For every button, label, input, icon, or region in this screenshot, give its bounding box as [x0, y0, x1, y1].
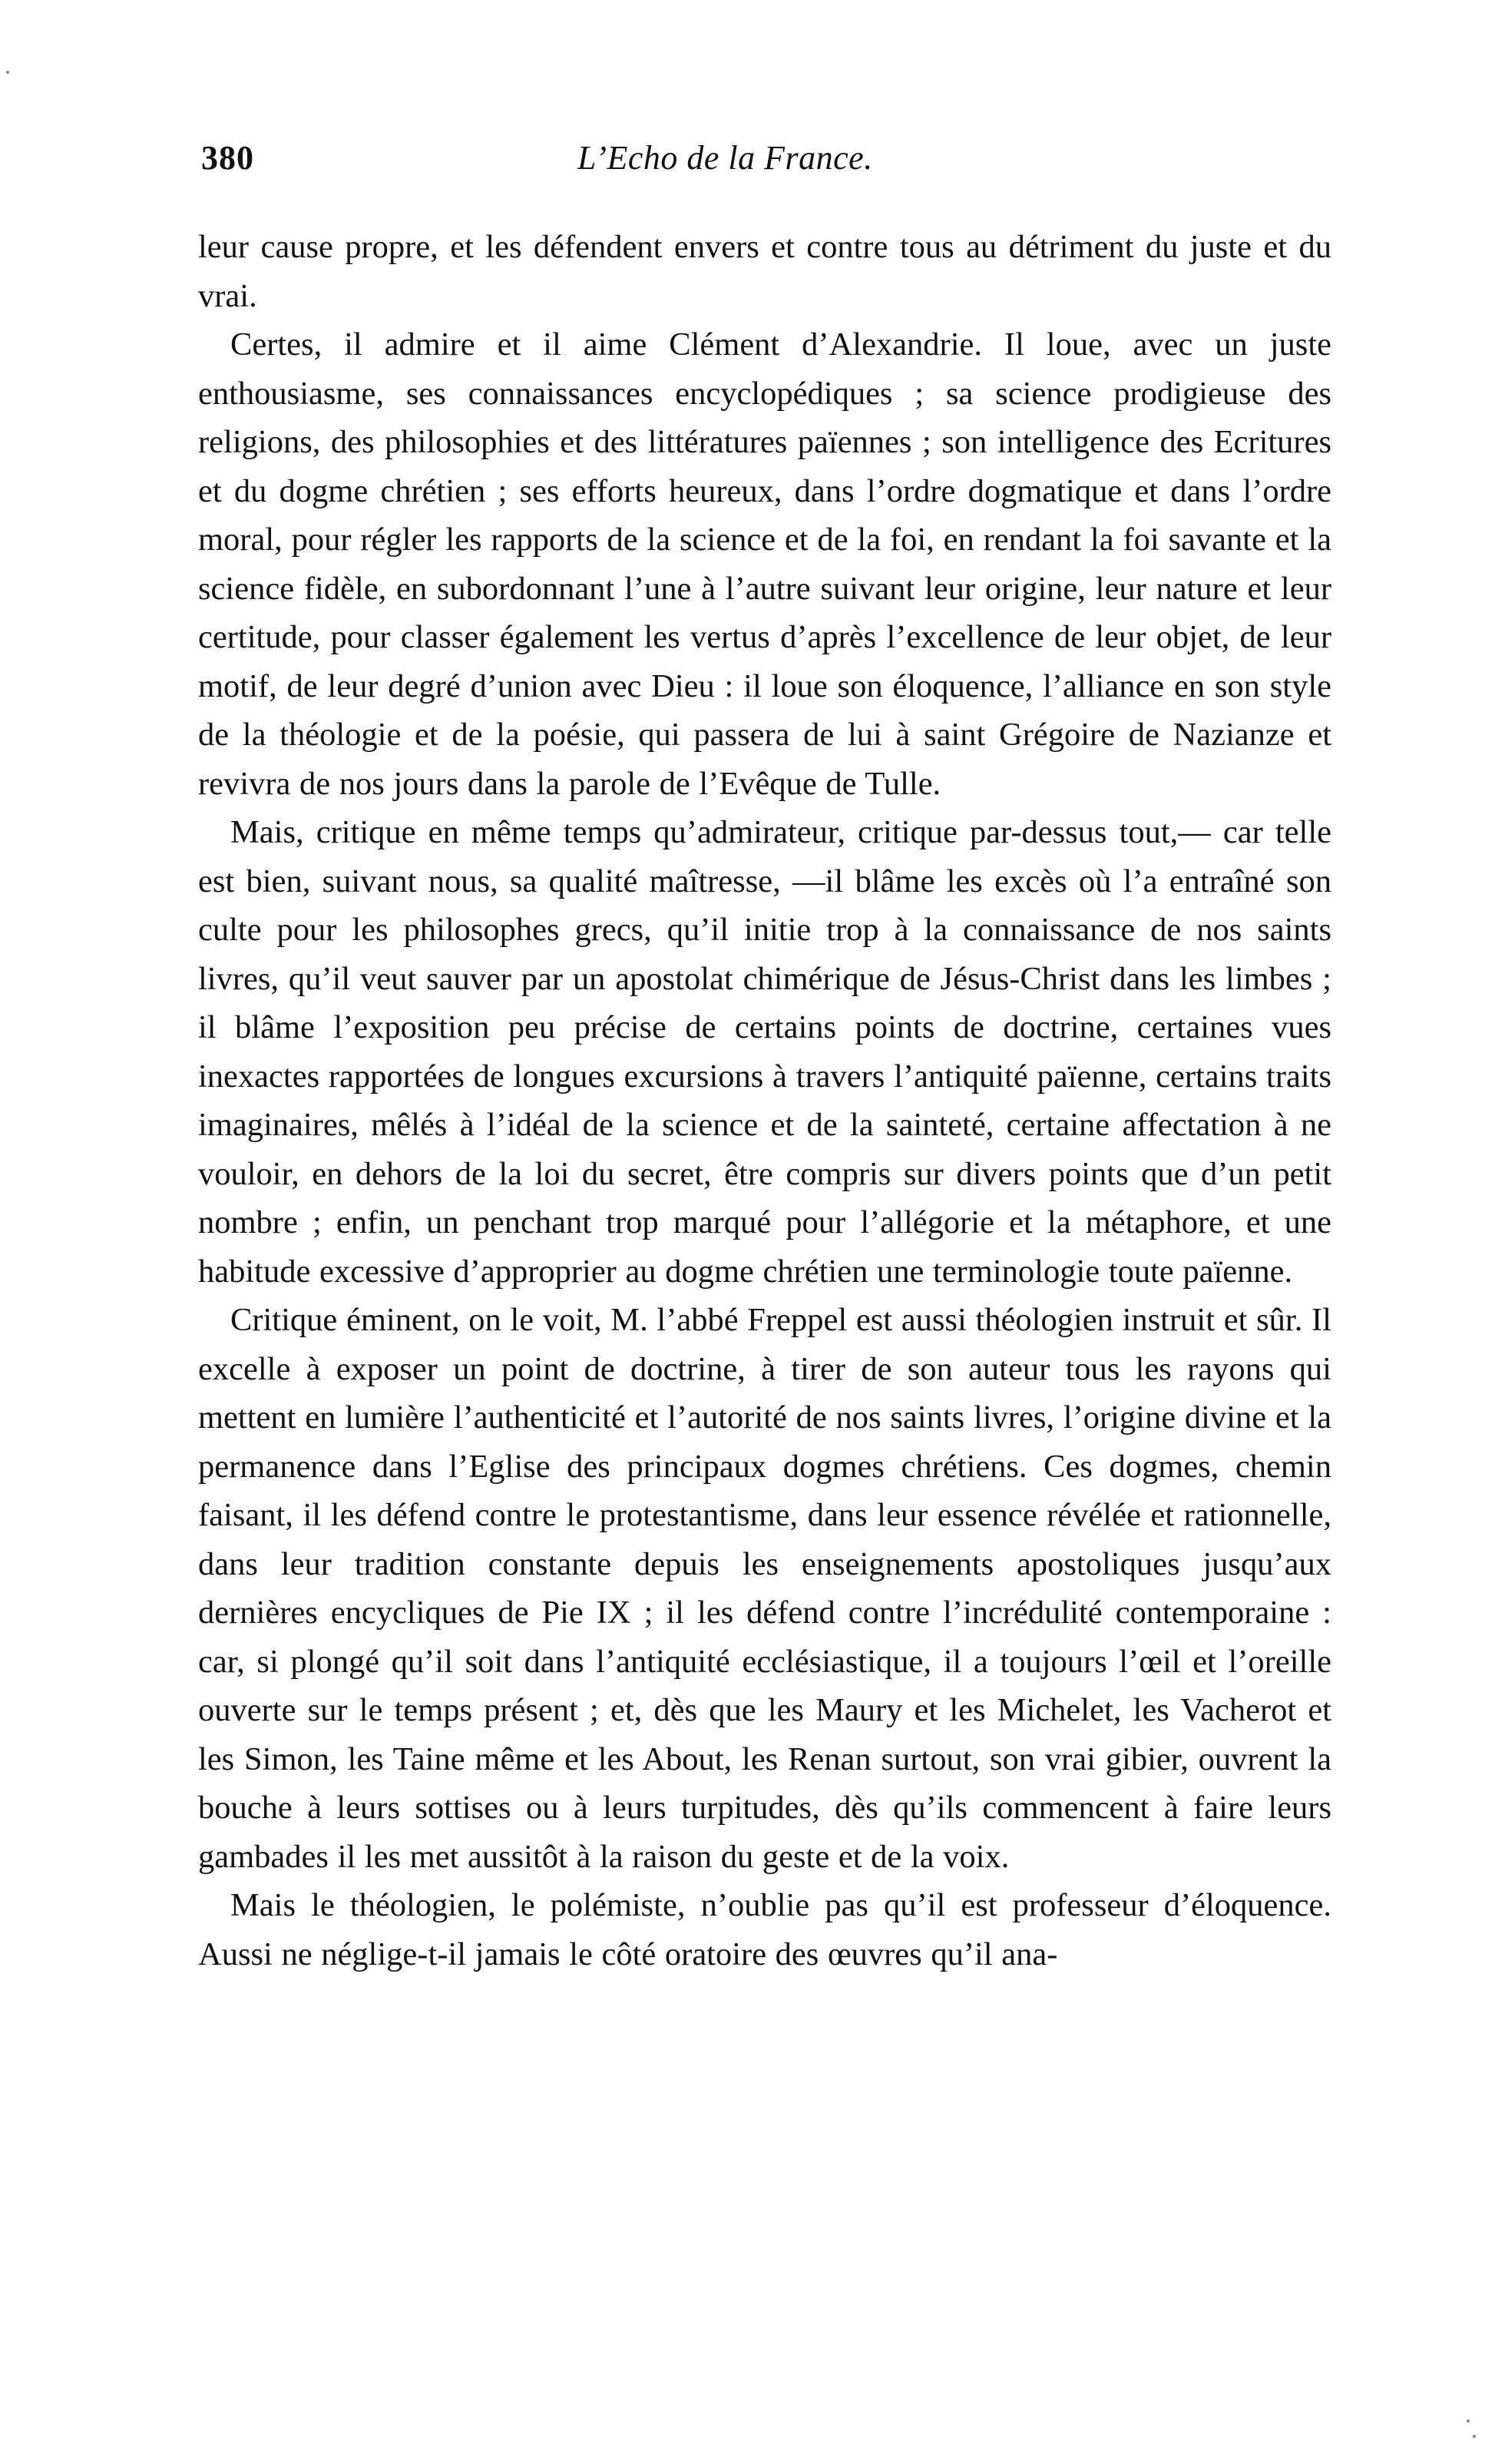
- paragraph-clement-admiration: Certes, il admire et il aime Clément d’Alexandrie. Il loue, avec un juste enthousiasme, ses connaissances encyclopédiques ; sa science prodigieuse des religions, des philosophies et des littératures païennes ; son intelligence des Ecritures et du dogme chrétien ; ses efforts heureux, dans l’ordre dogmatique et dans l’ordre moral, pour régler les rapports de la science et de la foi, en rendant la foi savante et la science fidèle, en subordonnant l’une à l’autre suivant leur origine, leur nature et leur certitude, pour classer également les vertus d’après l’excellence de leur objet, de leur motif, de leur degré d’union avec Dieu : il loue son éloquence, l’alliance en son style de la théologie et de la poésie, qui passera de lui à saint Grégoire de Nazianze et revivra de nos jours dans la parole de l’Evêque de Tulle.: [198, 326, 1331, 802]
- page-number: 380: [201, 139, 254, 177]
- scan-speck: [1467, 2419, 1470, 2423]
- scan-speck: [6, 71, 9, 74]
- running-title: L’Echo de la France.: [577, 139, 873, 177]
- paragraph-continuation: leur cause propre, et les défendent envers et contre tous au détriment du juste et du vrai.: [198, 229, 1331, 314]
- paragraph-theologian: Critique éminent, on le voit, M. l’abbé Freppel est aussi théologien instruit et sûr. Il excelle à exposer un point de doctrine, à tirer de son auteur tous les rayons qui mettent en lumière l’authenticité et l’autorité de nos saints livres, l’origine divine et la permanence dans l’Eglise des principaux dogmes chrétiens. Ces dogmes, chemin faisant, il les défend contre le protestantisme, dans leur essence révélée et rationnelle, dans leur tradition constante depuis les enseignements apostoliques jusqu’aux dernières encycliques de Pie IX ; il les défend contre l’incrédulité contemporaine : car, si plongé qu’il soit dans l’antiquité ecclésiastique, il a toujours l’œil et l’oreille ouverte sur le temps présent ; et, dès que les Maury et les Michelet, les Vacherot et les Simon, les Taine même et les About, les Renan surtout, son vrai gibier, ouvrent la bouche à leurs sottises ou à leurs turpitudes, dès qu’ils commencent à faire leurs gambades il les met aussitôt à la raison du geste et de la voix.: [198, 1302, 1331, 1875]
- paragraph-eloquence: Mais le théologien, le polémiste, n’oublie pas qu’il est professeur d’éloquence. Aussi ne néglige-t-il jamais le côté oratoire des œuvres qu’il ana-: [198, 1887, 1331, 1972]
- paragraph-critique: Mais, critique en même temps qu’admirateur, critique par-dessus tout,— car telle est bien, suivant nous, sa qualité maîtresse, —il blâme les excès où l’a entraîné son culte pour les philosophes grecs, qu’il initie trop à la connaissance de nos saints livres, qu’il veut sauver par un apostolat chimérique de Jésus-Christ dans les limbes ; il blâme l’exposition peu précise de certains points de doctrine, certaines vues inexactes rapportées de longues excursions à travers l’antiquité païenne, certains traits imaginaires, mêlés à l’idéal de la science et de la sainteté, certaine affectation à ne vouloir, en dehors de la loi du secret, être compris sur divers points que d’un petit nombre ; enfin, un penchant trop marqué pour l’allégorie et la métaphore, et une habitude excessive d’approprier au dogme chrétien une terminologie toute païenne.: [198, 814, 1331, 1290]
- page-header: [201, 135, 1330, 181]
- body-text: [198, 223, 1331, 2404]
- scan-speck: [1473, 2435, 1476, 2438]
